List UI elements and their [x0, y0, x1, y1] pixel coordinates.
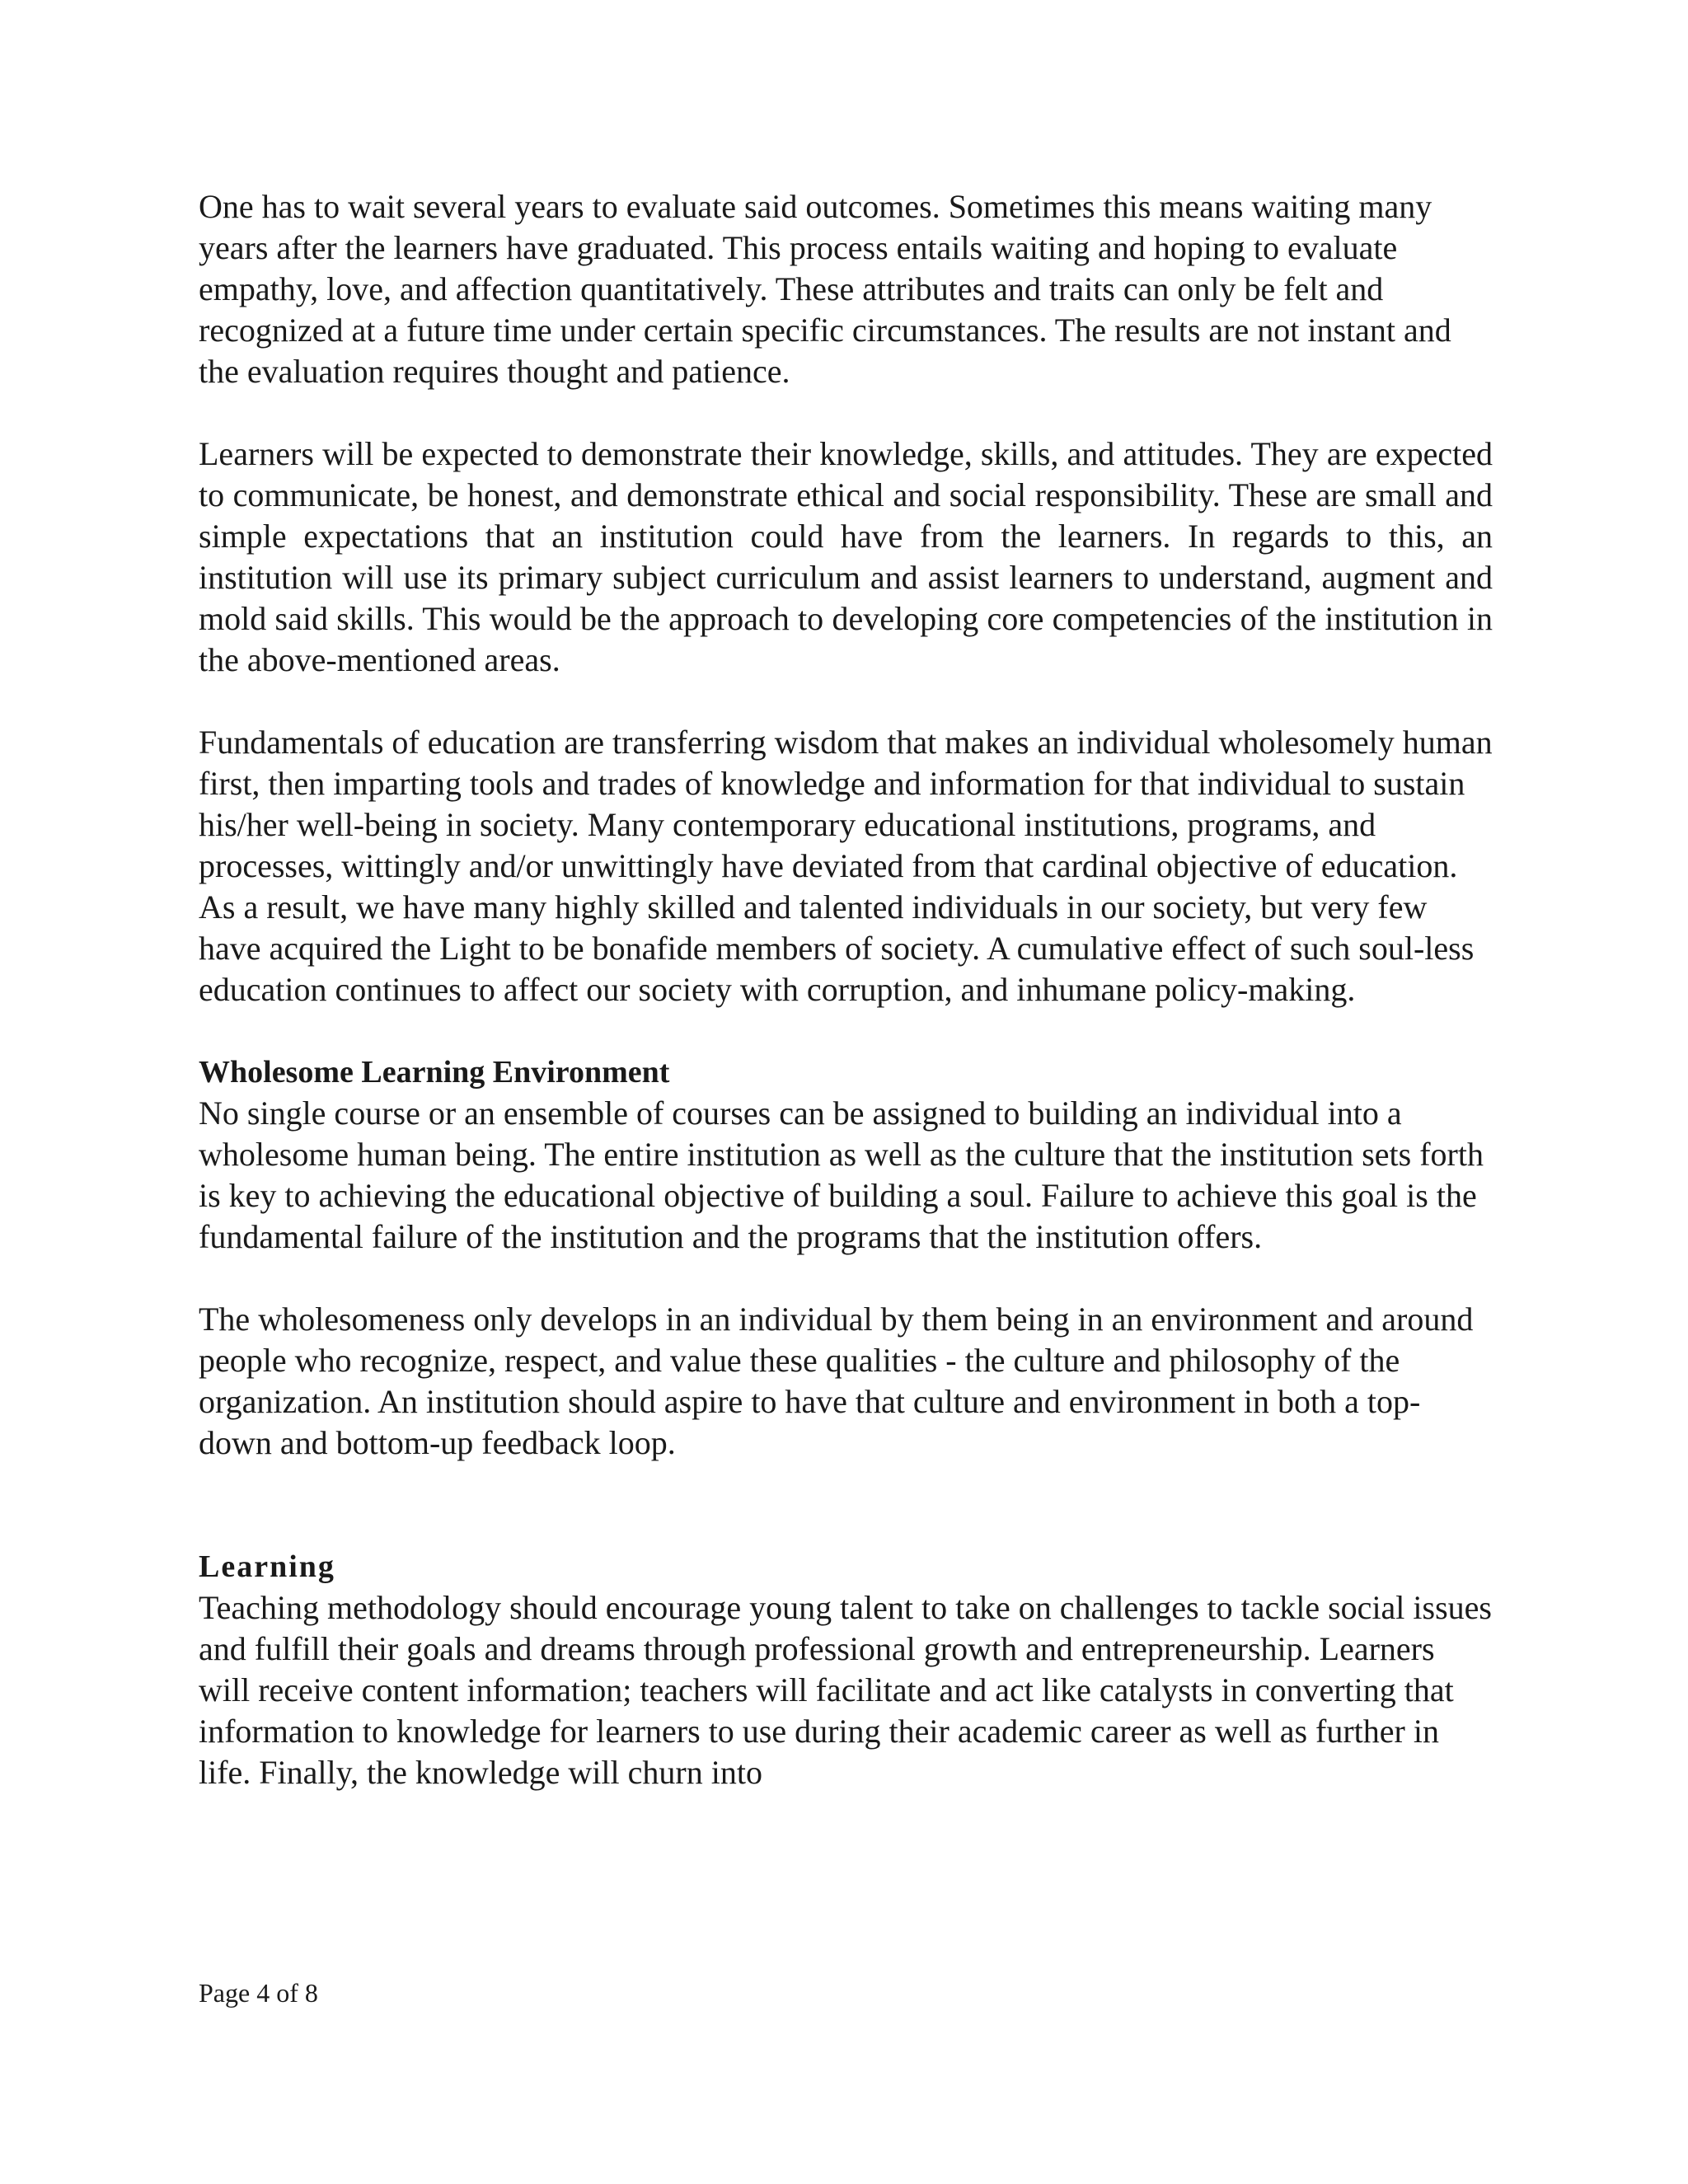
paragraph-wholesome-environment: No single course or an ensemble of courses can be assigned to building an individual into a wholesome human being. The entire institution as well as the culture that the institution sets forth is key to achieving the educational objective of building a soul. Failure to achieve this goal is the fundamental failure of the institution and the programs that the institution offers.	[199, 1094, 1484, 1255]
paragraph-learner-expectations: Learners will be expected to demonstrate their knowledge, skills, and attitudes. They are expected to communicate, be honest, and demonstrate ethical and social responsibility. These are small and simple expectations that an institution could have from the learners. In regards to this, an institution will use its primary subject curriculum and assist learners to understand, augment and mold said skills. This would be the approach to developing core competencies of the institution in the above-mentioned areas.	[199, 435, 1493, 678]
heading-wholesome-learning-environment: Wholesome Learning Environment	[199, 1055, 670, 1090]
heading-learning: Learning	[199, 1549, 335, 1584]
page-number-footer: Page 4 of 8	[199, 1978, 318, 2008]
paragraph-wholesomeness-culture: The wholesomeness only develops in an individual by them being in an environment and around people who recognize, respect, and value these qualities - the culture and philosophy of the organization. An institution should aspire to have that culture and environment in both a top-down and bottom-up feedback loop.	[199, 1301, 1474, 1461]
paragraph-fundamentals-of-education: Fundamentals of education are transferring wisdom that makes an individual wholesomely human first, then imparting tools and trades of knowledge and information for that individual to sustain his/her well-being in society. Many contemporary educational institutions, programs, and processes, wittingly and/or unwittingly have deviated from that cardinal objective of education. As a result, we have many highly skilled and talented individuals in our society, but very few have acquired the Light to be bonafide members of society. A cumulative effect of such soul-less education continues to affect our society with corruption, and inhumane policy-making.	[199, 724, 1493, 1008]
paragraph-teaching-methodology: Teaching methodology should encourage young talent to take on challenges to tackle social issues and fulfill their goals and dreams through professional growth and entrepreneurship. Learners will receive content information; teachers will facilitate and act like catalysts in converting that information to knowledge for learners to use during their academic career as well as further in life. Finally, the knowledge will churn into	[199, 1589, 1492, 1791]
page-body	[199, 186, 1493, 1835]
section-spacer	[199, 1505, 1493, 1546]
paragraph-evaluation-outcomes: One has to wait several years to evaluate said outcomes. Sometimes this means waiting many years after the learners have graduated. This process entails waiting and hoping to evaluate empathy, love, and affection quantitatively. These attributes and traits can only be felt and recognized at a future time under certain specific circumstances. The results are not instant and the evaluation requires thought and patience.	[199, 188, 1451, 390]
